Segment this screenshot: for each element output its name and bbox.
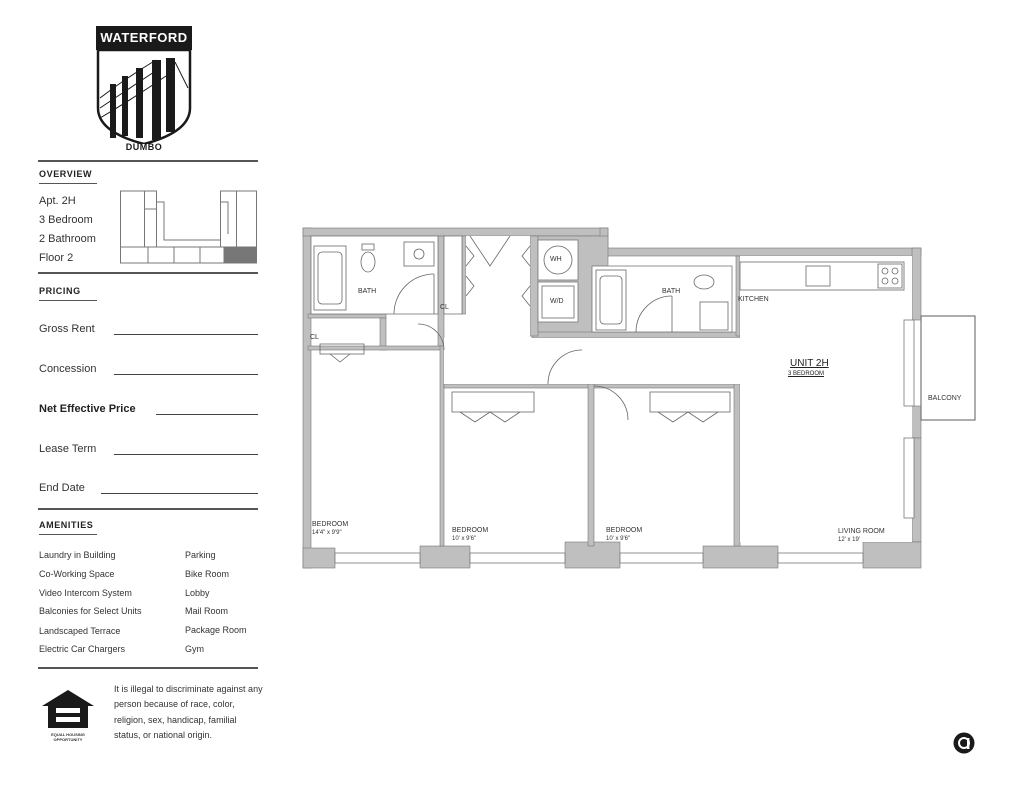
- amenity-item: Electric Car Chargers: [39, 644, 126, 654]
- divider: [38, 272, 258, 274]
- concession-row: [39, 363, 258, 377]
- gross-rent-label: Gross Rent: [39, 323, 95, 335]
- eho-line2: OPPORTUNITY: [53, 737, 83, 742]
- amenity-item: Co-Working Space: [39, 569, 115, 579]
- bedroom-count: 3 Bedroom: [39, 214, 93, 226]
- lease-term-label: Lease Term: [39, 443, 97, 455]
- amenity-item: Parking: [185, 550, 216, 560]
- end-date-field[interactable]: [101, 493, 258, 494]
- bedroom-label: BEDROOM: [452, 527, 489, 534]
- amenities-heading: AMENITIES: [39, 520, 94, 530]
- bedroom-dimensions: 10' x 9'6": [606, 536, 631, 542]
- floor-number: Floor 2: [39, 252, 74, 264]
- bedroom-label: BEDROOM: [606, 527, 643, 534]
- divider: [38, 508, 258, 510]
- gross-rent-row: [39, 323, 258, 337]
- balcony-label: BALCONY: [928, 395, 962, 402]
- amenity-item: Landscaped Terrace: [39, 626, 121, 636]
- overview-heading: OVERVIEW: [39, 169, 93, 179]
- net-effective-field[interactable]: [156, 414, 258, 415]
- floor-plan-drawing: [300, 226, 980, 572]
- logo-sub: DUMBO: [125, 142, 163, 152]
- divider: [38, 667, 258, 669]
- amenity-item: Gym: [185, 644, 204, 654]
- divider: [38, 160, 258, 162]
- logo-name: WATERFORD: [96, 26, 192, 50]
- bath-label: BATH: [662, 288, 681, 295]
- gross-rent-field[interactable]: [114, 334, 258, 335]
- washer-dryer-label: W/D: [550, 298, 564, 305]
- equal-housing-text: [40, 732, 96, 742]
- net-effective-label: Net Effective Price: [39, 403, 136, 415]
- amenity-item: Lobby: [185, 588, 210, 598]
- closet-label: CL: [440, 304, 449, 311]
- waterford-logo: [96, 26, 192, 154]
- closet-label: CL: [310, 334, 319, 341]
- water-heater-label: WH: [550, 256, 562, 263]
- bath-label: BATH: [358, 288, 377, 295]
- unit-subtitle: 3 BEDROOM: [788, 371, 825, 377]
- brand-logo-icon: [953, 732, 975, 754]
- end-date-label: End Date: [39, 482, 85, 494]
- equal-housing-icon: [40, 688, 96, 730]
- fair-housing-notice: It is illegal to discriminate against any person because of race, color, religion, sex, handicap, familial status, or national origin.: [114, 684, 263, 741]
- living-room-dimensions: 12' x 19': [838, 537, 860, 543]
- apt-number: Apt. 2H: [39, 195, 76, 207]
- bedroom-dimensions: 10' x 9'6": [452, 536, 477, 542]
- amenity-item: Balconies for Select Units: [39, 606, 142, 616]
- bridge-shield-icon: [96, 48, 192, 144]
- concession-field[interactable]: [114, 374, 258, 375]
- concession-label: Concession: [39, 363, 97, 375]
- living-room-label: LIVING ROOM: [838, 528, 885, 535]
- amenity-item: Video Intercom System: [39, 588, 132, 598]
- floor-plan: [300, 226, 980, 572]
- eho-line1: EQUAL HOUSING: [51, 732, 85, 737]
- key-plan: [120, 190, 258, 264]
- amenity-item: Mail Room: [185, 606, 229, 616]
- equal-housing-logo: [40, 688, 96, 742]
- kitchen-label: KITCHEN: [738, 296, 769, 303]
- bathroom-count: 2 Bathroom: [39, 233, 96, 245]
- amenity-item: Bike Room: [185, 569, 230, 579]
- lease-term-field[interactable]: [114, 454, 258, 455]
- bedroom-dimensions: 14'4" x 9'9": [312, 530, 342, 536]
- amenity-item: Laundry in Building: [39, 550, 116, 560]
- lease-term-row: [39, 443, 258, 457]
- net-effective-row: [39, 403, 258, 417]
- unit-title: UNIT 2H: [790, 358, 829, 369]
- amenity-item: Package Room: [185, 625, 247, 635]
- bedroom-label: BEDROOM: [312, 521, 349, 528]
- pricing-heading: PRICING: [39, 286, 81, 296]
- end-date-row: [39, 482, 258, 496]
